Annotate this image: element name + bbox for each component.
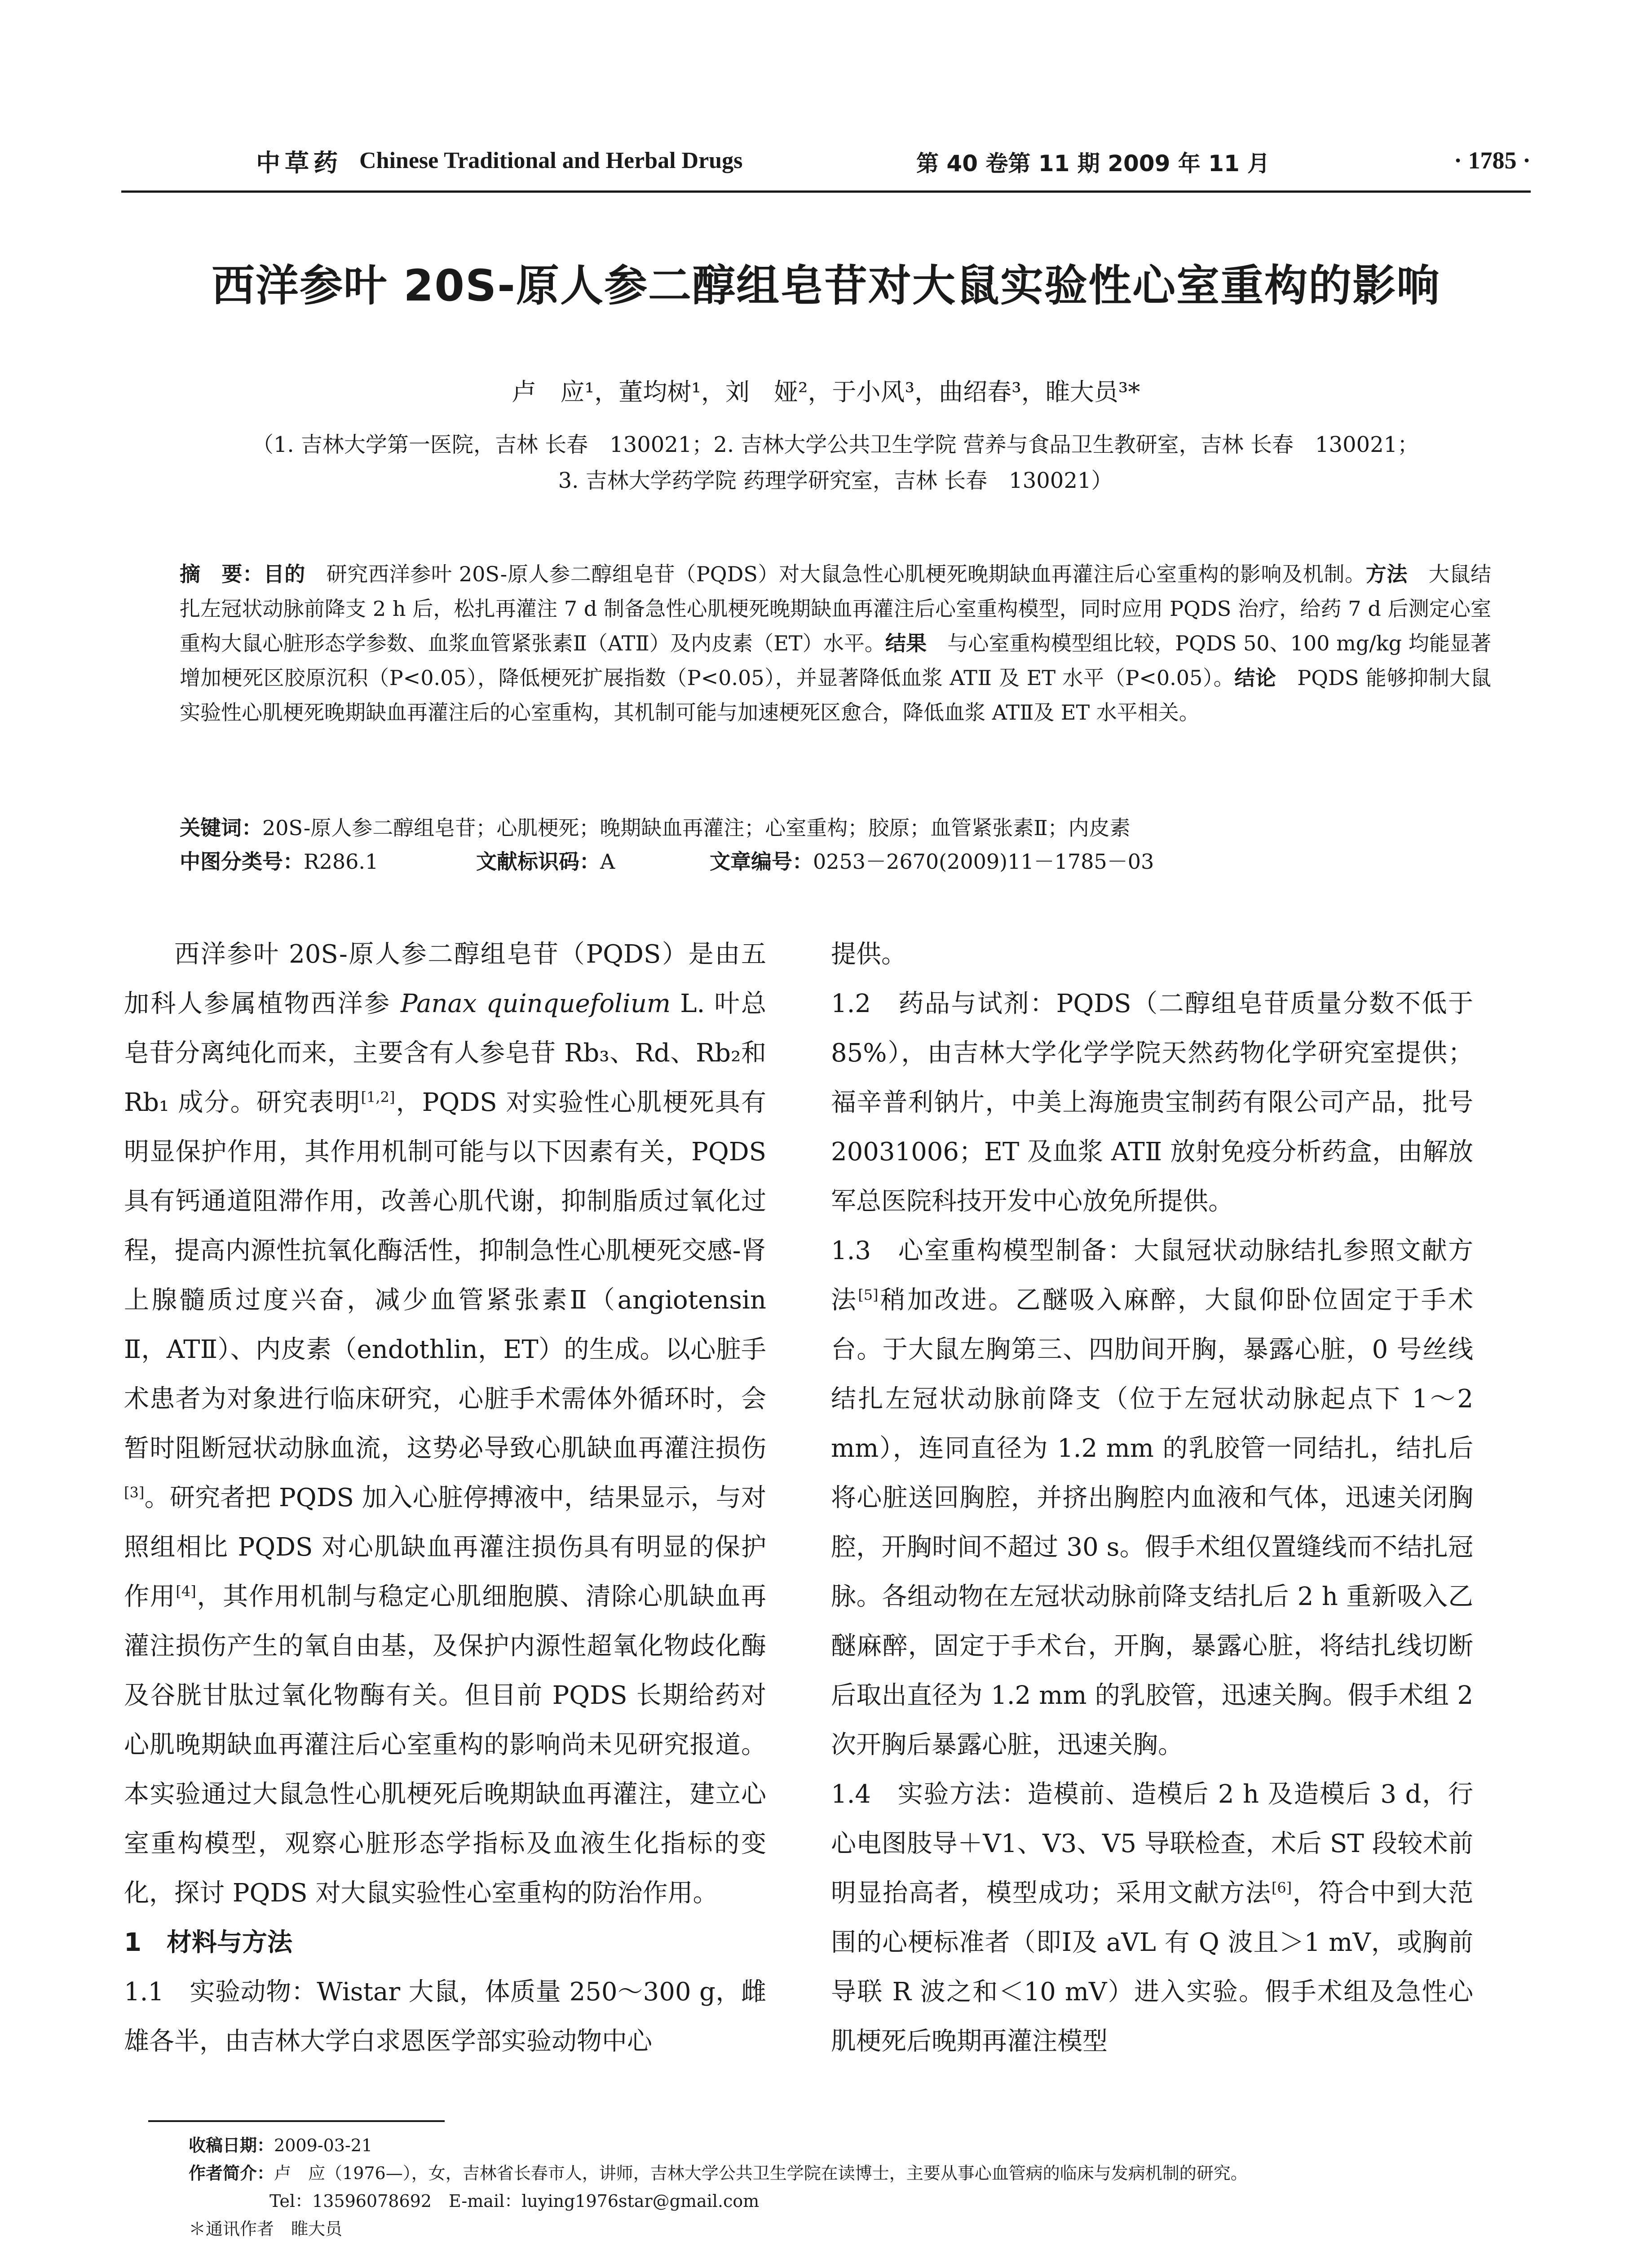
keywords-text: 20S-原人参二醇组皂苷；心肌梗死；晚期缺血再灌注；心室重构；胶原；血管紧张素Ⅱ；内皮素 xyxy=(262,816,1131,840)
intro-text: 。研究者把 PQDS 加入心脏停搏液中，结果显示，与对照组相比 PQDS 对心肌缺血再灌注损伤具有明显的保护作用 xyxy=(124,1483,766,1611)
keywords xyxy=(180,811,1491,845)
intro-paragraph xyxy=(124,930,766,1918)
header-rule xyxy=(121,190,1531,193)
article-number-label: 文章编号： xyxy=(710,849,813,874)
abstract-result-label: 结果 xyxy=(885,631,927,655)
clc-value: R286.1 xyxy=(304,849,379,874)
intro-text: ，PQDS 对实验性心肌梗死具有明显保护作用，其作用机制可能与以下因素有关，PQDS 具有钙通道阻滞作用，改善心肌代谢，抑制脂质过氧化过程，提高内源性抗氧化酶活性，抑制急性心肌梗死交感-肾上腺髓质过度兴奋，减少血管紧张素Ⅱ（angiotensin Ⅱ，ATⅡ）、内皮素（endothlin，ET）的生成。以心脏手术患者为对象进行临床研究，心脏手术需体外循环时，会暂时阻断冠状动脉血流，这势必导致心肌缺血再灌注损伤 xyxy=(124,1088,767,1463)
body-column-right xyxy=(831,930,1473,2066)
citation: [1,2] xyxy=(361,1088,395,1106)
subsection-number: 1.4 xyxy=(831,1780,898,1809)
section-heading: 1 材料与方法 xyxy=(124,1928,292,1957)
clc-label: 中图分类号： xyxy=(180,849,304,874)
intro-text: L. 叶总皂苷分离纯化而来，主要含有人参皂苷 Rb₃、Rd、Rb₂和 Rb₁ 成分。研究表明 xyxy=(124,989,767,1117)
subsection-text: 药品与试剂：PQDS（二醇组皂苷质量分数不低于 85%），由吉林大学化学学院天然药物化学研究室提供；福辛普利钠片，中美上海施贵宝制药有限公司产品，批号 20031006；ET 及血浆 ATⅡ 放射免疫分析药盒，由解放军总医院科技开发中心放免所提供。 xyxy=(831,989,1473,1216)
received-label: 收稿日期： xyxy=(189,2135,274,2155)
contact-info: Tel：13596078692 E-mail：luying1976star@gmail.com xyxy=(269,2191,760,2211)
paper-title: 西洋参叶 20S-原人参二醇组皂苷对大鼠实验性心室重构的影响 xyxy=(212,261,1440,311)
subsection-1-1 xyxy=(124,1967,766,2066)
journal-name-en: Chinese Traditional and Herbal Drugs xyxy=(359,148,743,173)
author-bio-label: 作者简介： xyxy=(189,2163,274,2183)
affiliation-line: 3. 吉林大学药学院 药理学研究室，吉林 长春 130021） xyxy=(558,468,1113,493)
citation: [3] xyxy=(124,1484,145,1501)
subsection-text: 心室重构模型制备：大鼠冠状动脉结扎参照文献方法 xyxy=(831,1236,1474,1315)
citation: [6] xyxy=(1271,1879,1292,1897)
received-date xyxy=(189,2131,1536,2159)
affiliation-line: （1. 吉林大学第一医院，吉林 长春 130021；2. 吉林大学公共卫生学院 营养与食品卫生教研室，吉林 长春 130021； xyxy=(252,432,1419,457)
footnote-rule xyxy=(148,2120,445,2122)
running-header xyxy=(121,144,1531,193)
species-name: Panax quinquefolium xyxy=(400,989,671,1018)
author-list: 卢 应¹，董均树¹，刘 娅²，于小风³，曲绍春³，睢大员³* xyxy=(512,378,1140,406)
author-bio xyxy=(189,2159,1536,2187)
intro-text: 西洋参叶 20S-原人参二醇组皂苷（PQDS）是由五加科人参属植物西洋参 xyxy=(124,940,766,1018)
citation: [5] xyxy=(858,1286,879,1304)
subsection-number: 1.2 xyxy=(831,989,899,1018)
classification-line xyxy=(180,845,1491,880)
article-number-value: 0253－2670(2009)11－1785－03 xyxy=(813,849,1154,874)
subsection-1-2 xyxy=(831,979,1473,1226)
journal-name-cn: 中草药 xyxy=(256,148,342,177)
page-number: · 1785 · xyxy=(1453,147,1531,174)
intro-text: ，其作用机制与稳定心肌细胞膜、清除心肌缺血再灌注损伤产生的氧自由基，及保护内源性超氧化物歧化酶及谷胱甘肽过氧化物酶有关。但目前 PQDS 长期给药对心肌晚期缺血再灌注后心室重构的影响尚未见研究报道。本实验通过大鼠急性心肌梗死后晚期缺血再灌注，建立心室重构模型，观察心脏形态学指标及血液生化指标的变化，探讨 PQDS 对大鼠实验性心室重构的防治作用。 xyxy=(124,1582,767,1908)
keywords-label: 关键词： xyxy=(180,816,262,840)
abstract xyxy=(180,557,1491,730)
corresponding-author: ＊通讯作者 睢大员 xyxy=(189,2219,343,2239)
subsection-text: 稍加改进。乙醚吸入麻醉，大鼠仰卧位固定于手术台。于大鼠左胸第三、四肋间开胸，暴露心脏，0 号丝线结扎左冠状动脉前降支（位于左冠状动脉起点下 1～2 mm），连同直径为 1.2 mm 的乳胶管一同结扎，结扎后将心脏送回胸腔，并挤出胸腔内血液和气体，迅速关闭胸腔，开胸时间不超过 30 s。假手术组仅置缝线而不结扎冠脉。各组动物在左冠状动脉前降支结扎后 2 h 重新吸入乙醚麻醉，固定于手术台，开胸，暴露心脏，将结扎线切断后取出直径为 1.2 mm 的乳胶管，迅速关胸。假手术组 2 次开胸后暴露心脏，迅速关胸。 xyxy=(831,1286,1473,1760)
abstract-result: 与心室重构模型组比较，PQDS 50、100 mg/kg 均能显著增加梗死区胶原沉积（P<0.05），降低梗死扩展指数（P<0.05），并显著降低血浆 ATⅡ 及 ET 水平（P<0.05）。 xyxy=(180,631,1491,690)
abstract-method-label: 方法 xyxy=(1365,562,1408,586)
subsection-text: ，符合中到大范围的心梗标准者（即Ⅰ及 aVL 有 Q 波且＞1 mV，或胸前导联 R 波之和＜10 mV）进入实验。假手术组及急性心肌梗死后晚期再灌注模型 xyxy=(831,1879,1474,2056)
abstract-objective: 研究西洋参叶 20S-原人参二醇组皂苷（PQDS）对大鼠急性心肌梗死晚期缺血再灌注后心室重构的影响及机制。 xyxy=(305,562,1366,586)
doc-code-value: A xyxy=(600,849,615,874)
citation: [4] xyxy=(176,1583,196,1600)
received-value: 2009-03-21 xyxy=(274,2135,373,2155)
footnotes xyxy=(189,2131,1536,2243)
subsection-number: 1.1 xyxy=(124,1977,190,2007)
continued-text: 提供。 xyxy=(831,940,906,969)
abstract-conclusion: PQDS 能够抑制大鼠实验性心肌梗死晚期缺血再灌注后的心室重构，其机制可能与加速梗死区愈合，降低血浆 ATⅡ及 ET 水平相关。 xyxy=(180,666,1491,725)
subsection-text: 实验动物：Wistar 大鼠，体质量 250～300 g，雌雄各半，由吉林大学白求恩医学部实验动物中心 xyxy=(124,1977,766,2056)
doc-code-label: 文献标识码： xyxy=(476,849,600,874)
author-bio-text: 卢 应（1976—），女，吉林省长春市人，讲师，吉林大学公共卫生学院在读博士，主要从事心血管病的临床与发病机制的研究。 xyxy=(274,2163,1248,2183)
body-column-left xyxy=(124,930,766,2066)
affiliations xyxy=(148,427,1523,499)
abstract-label: 摘 要：目的 xyxy=(180,562,305,586)
abstract-method: 大鼠结扎左冠状动脉前降支 2 h 后，松扎再灌注 7 d 制备急性心肌梗死晚期缺血再灌注后心室重构模型，同时应用 PQDS 治疗，给药 7 d 后测定心室重构大鼠心脏形态学参数、血浆血管紧张素Ⅱ（ATⅡ）及内皮素（ET）水平。 xyxy=(180,562,1492,655)
issue-info: 第 40 卷第 11 期 2009 年 11 月 xyxy=(916,150,1270,177)
subsection-1-4 xyxy=(831,1770,1473,2066)
subsection-1-3 xyxy=(831,1226,1473,1770)
subsection-number: 1.3 xyxy=(831,1236,898,1265)
abstract-conclusion-label: 结论 xyxy=(1234,666,1277,690)
subsection-text: 实验方法：造模前、造模后 2 h 及造模后 3 d，行心电图肢导＋V1、V3、V5 导联检查，术后 ST 段较术前明显抬高者，模型成功；采用文献方法 xyxy=(831,1780,1473,1908)
